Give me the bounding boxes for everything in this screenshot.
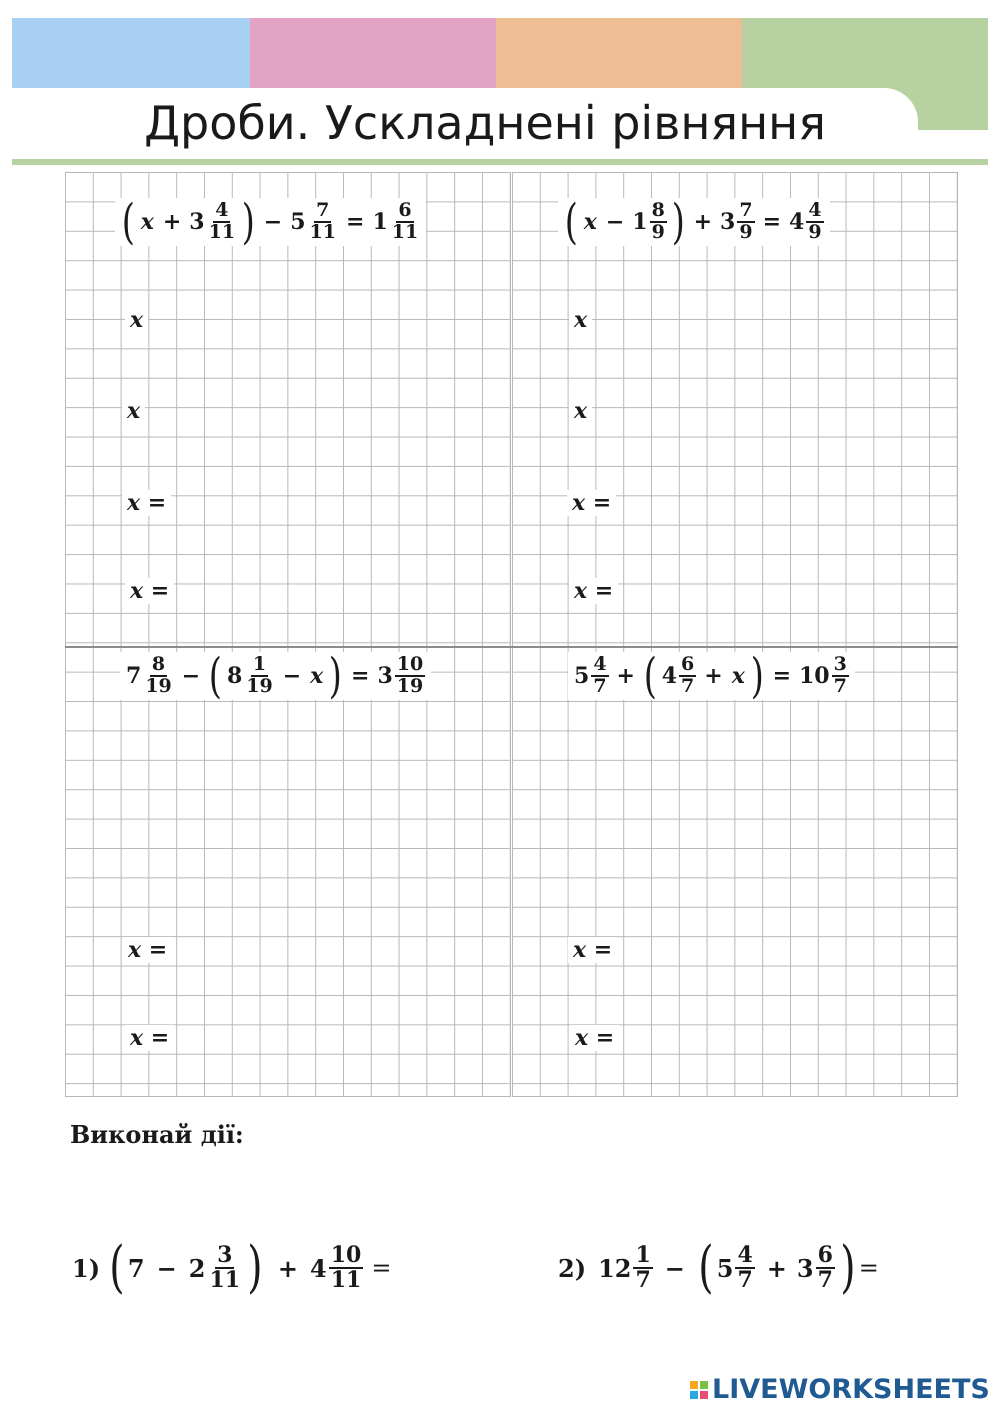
- fraction: $\frac{3}{7}$: [833, 653, 847, 697]
- header-color-bar-blue: [12, 18, 250, 88]
- fraction: $\frac{10}{19}$: [396, 653, 424, 697]
- fraction: $\frac{4}{11}$: [208, 199, 236, 243]
- answer-label: x =: [570, 1025, 619, 1051]
- header-color-bar-orange: [496, 18, 742, 88]
- step-label: x: [122, 398, 145, 424]
- answer-label: x =: [122, 490, 171, 516]
- equation-3: 7 $\frac{8}{19}$ − ( 8 $\frac{1}{19}$ − x ) = 3 $\frac{10}{19}$: [120, 652, 431, 700]
- page-title: Дроби. Ускладнені рівняння: [144, 96, 826, 150]
- answer-label: x =: [123, 937, 172, 963]
- fraction: $\frac{1}{19}$: [246, 653, 273, 697]
- liveworksheets-logo-text: LIVEWORKSHEETS: [712, 1374, 990, 1405]
- answer-label: x =: [125, 578, 174, 604]
- fraction: $\frac{6}{7}$: [681, 653, 695, 697]
- answer-label: x =: [568, 937, 617, 963]
- liveworksheets-logo: [690, 1374, 990, 1405]
- equation-2: ( x − 1 $\frac{8}{9}$ ) + 3 $\frac{7}{9}$ = 4 $\frac{4}{9}$: [558, 198, 830, 246]
- step-label: x: [569, 307, 592, 333]
- task-heading: Виконай дії:: [70, 1120, 244, 1149]
- answer-label: x =: [567, 490, 616, 516]
- answer-label: x =: [125, 1025, 174, 1051]
- fraction: $\frac{8}{19}$: [145, 653, 172, 697]
- fraction: $\frac{7}{9}$: [739, 199, 753, 243]
- fraction: $\frac{6}{11}$: [391, 199, 419, 243]
- step-label: x: [125, 307, 148, 333]
- equation-4: 5 $\frac{4}{7}$ + ( 4 $\frac{6}{7}$ + x ) = 10 $\frac{3}{7}$: [568, 652, 855, 700]
- fraction: $\frac{4}{7}$: [737, 1241, 753, 1293]
- fraction: $\frac{6}{7}$: [817, 1241, 833, 1293]
- header-color-bar-pink: [250, 18, 496, 88]
- task-2: 2) 12 $\frac{1}{7}$ − ( 5 $\frac{4}{7}$ + 3 $\frac{6}{7}$ ) =: [558, 1235, 879, 1300]
- fraction: $\frac{4}{7}$: [593, 653, 607, 697]
- task-1: 1) ( 7 − 2 $\frac{3}{11}$ ) + 4 $\frac{10}{11}$ =: [72, 1235, 392, 1300]
- equation-1: ( x + 3 $\frac{4}{11}$ ) − 5 $\frac{7}{11}$ = 1 $\frac{6}{11}$: [115, 198, 426, 246]
- fraction: $\frac{3}{11}$: [209, 1241, 241, 1293]
- liveworksheets-logo-icon: [690, 1381, 708, 1399]
- grid-divider: [65, 646, 958, 648]
- step-label: x: [569, 398, 592, 424]
- fraction: $\frac{1}{7}$: [635, 1241, 651, 1293]
- answer-label: x =: [569, 578, 618, 604]
- title-underline: [12, 159, 988, 165]
- fraction: $\frac{4}{9}$: [808, 199, 822, 243]
- fraction: $\frac{8}{9}$: [651, 199, 665, 243]
- fraction: $\frac{7}{11}$: [309, 199, 336, 243]
- fraction: $\frac{10}{11}$: [330, 1241, 362, 1293]
